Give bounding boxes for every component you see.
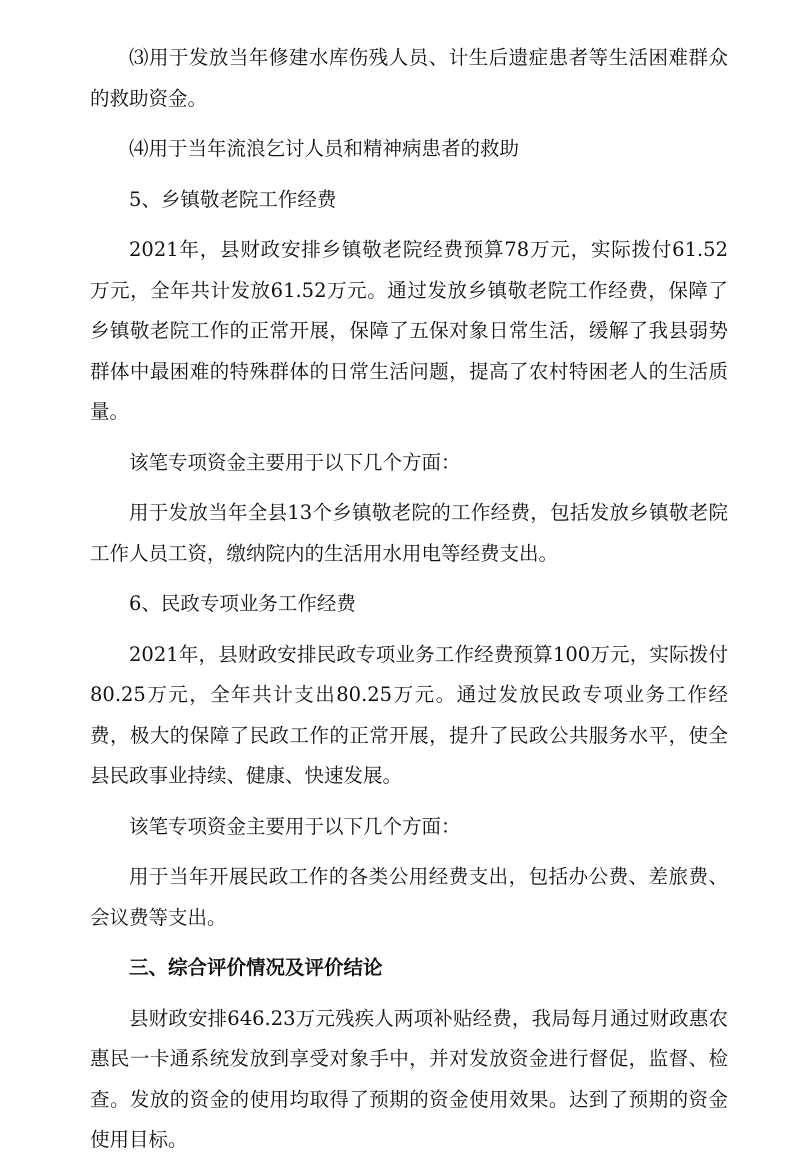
paragraph-nursing-home-budget: 2021年，县财政安排乡镇敬老院经费预算78万元，实际拨付61.52 万元，全年共计发放61.52万元。通过发放乡镇敬老院工作经费，保障了乡镇敬老院工作的正常开展，保障了五保对象日常生活，缓解了我县弱势群体中最困难的特殊群体的日常生活问题，提高了农村特困老人的生活质量。 <box>90 238 728 423</box>
section-heading-nursing-home-funds: 5、乡镇敬老院工作经费 <box>129 187 337 211</box>
paragraph-relief-fund-item-3: ⑶用于发放当年修建水库伤残人员、计生后遗症患者等生活困难群众的救助资金。 <box>90 46 728 110</box>
paragraph-nursing-home-usage: 用于发放当年全县13个乡镇敬老院的工作经费，包括发放乡镇敬老院工作人员工资，缴纳院内的生活用水用电等经费支出。 <box>90 501 728 565</box>
section-heading-civil-affairs-funds: 6、民政专项业务工作经费 <box>129 592 356 615</box>
document-body <box>90 38 728 1171</box>
section-heading-evaluation: 三、综合评价情况及评价结论 <box>129 956 383 979</box>
paragraph-civil-affairs-budget: 2021年，县财政安排民政专项业务工作经费预算100万元，实际拨付80.25万元，全年共计支出80.25万元。通过发放民政专项业务工作经费，极大的保障了民政工作的正常开展，提升了民政公共服务水平，使全县民政事业持续、健康、快速发展。 <box>90 642 728 787</box>
paragraph-fund-usage-intro-2: 该笔专项资金主要用于以下几个方面： <box>129 814 461 838</box>
paragraph-fund-usage-intro: 该笔专项资金主要用于以下几个方面： <box>129 450 461 474</box>
paragraph-relief-fund-item-4: ⑷用于当年流浪乞讨人员和精神病患者的救助 <box>129 137 520 160</box>
paragraph-evaluation-conclusion: 县财政安排646.23万元残疾人两项补贴经费，我局每月通过财政惠农惠民一卡通系统发放到享受对象手中，并对发放资金进行督促，监督、检查。发放的资金的使用均取得了预期的资金使用效果。达到了预期的资金使用目标。 <box>90 1006 728 1151</box>
paragraph-civil-affairs-usage: 用于当年开展民政工作的各类公用经费支出，包括办公费、差旅费、会议费等支出。 <box>90 865 728 929</box>
